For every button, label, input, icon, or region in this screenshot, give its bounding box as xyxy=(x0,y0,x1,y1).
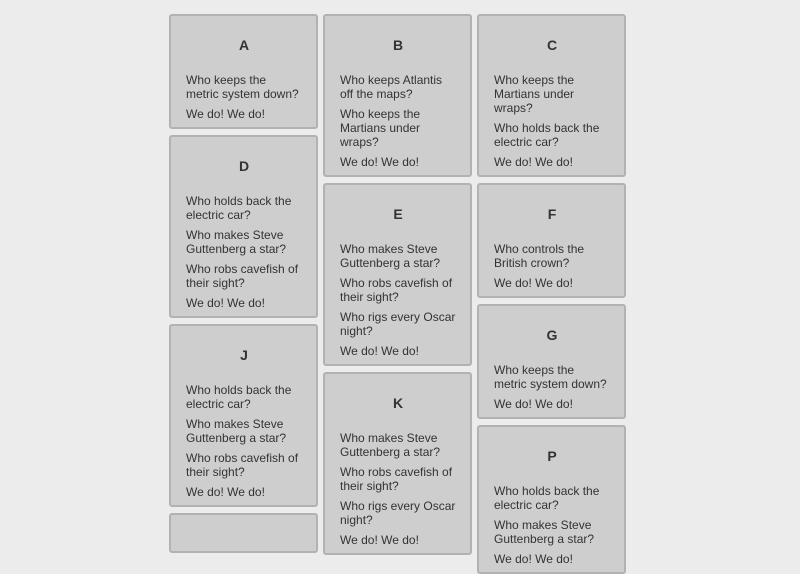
card xyxy=(323,372,472,555)
card-line: Who robs cavefish of their sight? xyxy=(186,262,299,290)
card xyxy=(477,425,626,574)
card xyxy=(169,513,318,553)
card-title: E xyxy=(393,206,403,222)
card-line: Who holds back the electric car? xyxy=(494,484,600,512)
card-title: A xyxy=(238,37,250,53)
card-line: Who makes Steve Guttenberg a star? xyxy=(186,228,287,256)
card-title: J xyxy=(240,347,248,363)
card-line: We do! We do! xyxy=(186,296,265,310)
card-line: Who robs cavefish of their sight? xyxy=(186,451,299,479)
card-lines xyxy=(186,383,302,499)
card-line: Who keeps the Martians under wraps? xyxy=(494,73,575,115)
card-lines xyxy=(186,73,302,121)
card xyxy=(169,135,318,318)
card xyxy=(169,14,318,129)
card-line: Who holds back the electric car? xyxy=(494,121,600,149)
card xyxy=(477,183,626,298)
card-line: Who keeps the metric system down? xyxy=(494,363,607,391)
card-lines xyxy=(494,484,610,566)
card-title: C xyxy=(546,37,558,53)
card-lines xyxy=(494,73,610,169)
card-title: D xyxy=(238,158,250,174)
card xyxy=(323,14,472,177)
column-3 xyxy=(477,14,626,574)
card-line: We do! We do! xyxy=(340,344,419,358)
card-title: F xyxy=(547,206,557,222)
card-line: Who controls the British crown? xyxy=(494,242,585,270)
card-line: Who rigs every Oscar night? xyxy=(340,499,456,527)
card-title: B xyxy=(392,37,404,53)
card-line: Who keeps the Martians under wraps? xyxy=(340,107,421,149)
card-line: Who makes Steve Guttenberg a star? xyxy=(340,431,441,459)
card-line: Who rigs every Oscar night? xyxy=(340,310,456,338)
card xyxy=(477,14,626,177)
card-title xyxy=(186,515,302,564)
card-line: We do! We do! xyxy=(340,533,419,547)
card-lines xyxy=(494,242,610,290)
card-lines xyxy=(494,363,610,411)
card xyxy=(477,304,626,419)
card-line: Who holds back the electric car? xyxy=(186,383,292,411)
card-lines xyxy=(340,242,456,358)
card-line: Who robs cavefish of their sight? xyxy=(340,465,453,493)
card-lines xyxy=(340,73,456,169)
column-1 xyxy=(169,14,318,553)
card-line: Who keeps Atlantis off the maps? xyxy=(340,73,443,101)
card-line: We do! We do! xyxy=(494,155,573,169)
card-line: We do! We do! xyxy=(186,107,265,121)
card-line: We do! We do! xyxy=(494,552,573,566)
card-line: Who makes Steve Guttenberg a star? xyxy=(494,518,595,546)
card-line: Who makes Steve Guttenberg a star? xyxy=(186,417,287,445)
card-line: We do! We do! xyxy=(494,397,573,411)
card-line: We do! We do! xyxy=(494,276,573,290)
card-line: Who holds back the electric car? xyxy=(186,194,292,222)
card-line: Who robs cavefish of their sight? xyxy=(340,276,453,304)
card-line: We do! We do! xyxy=(340,155,419,169)
card-lines xyxy=(186,194,302,310)
card-lines xyxy=(340,431,456,547)
card-title: K xyxy=(392,395,404,411)
card-title: P xyxy=(547,448,557,464)
card xyxy=(323,183,472,366)
card-line: We do! We do! xyxy=(186,485,265,499)
card-line: Who makes Steve Guttenberg a star? xyxy=(340,242,441,270)
card-line: Who keeps the metric system down? xyxy=(186,73,299,101)
card xyxy=(169,324,318,507)
column-2 xyxy=(323,14,472,555)
card-title: G xyxy=(546,327,558,343)
